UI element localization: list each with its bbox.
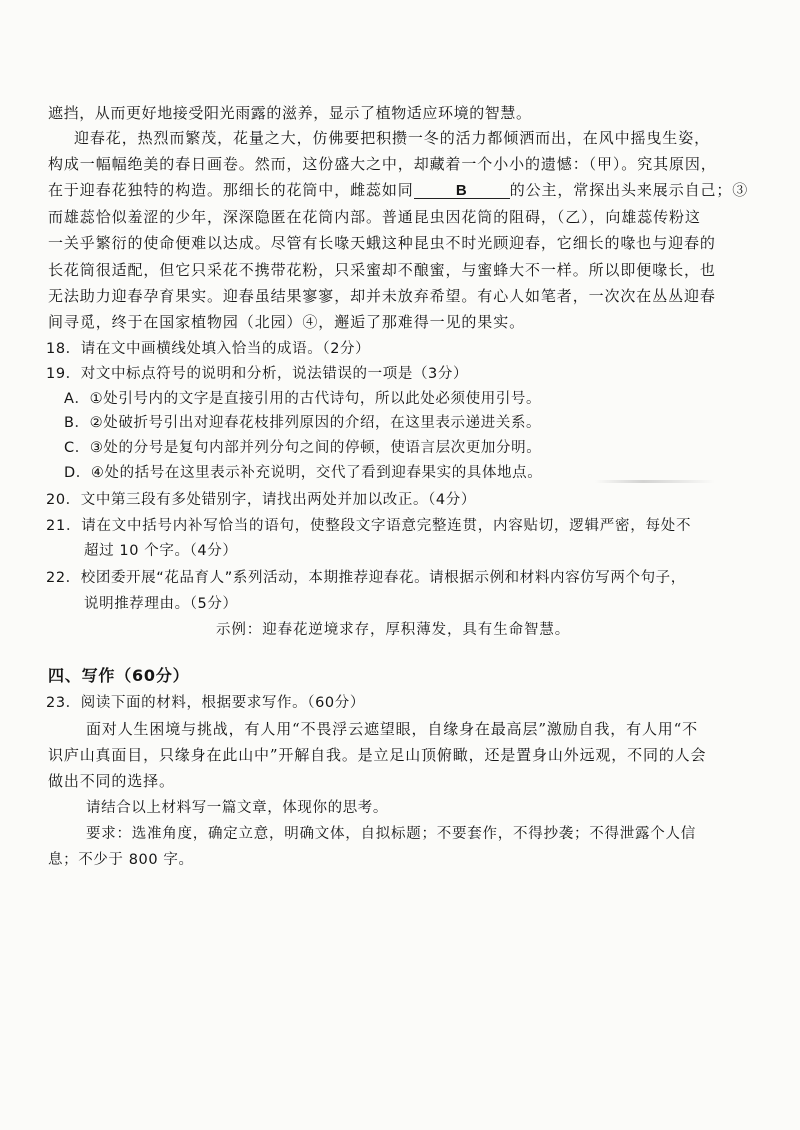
option-c: C．③处的分号是复句内部并列分句之间的停顿，使语言层次更加分明。 — [64, 440, 542, 456]
passage-text: 的公主，常探出头来展示自己；③ — [509, 181, 749, 199]
question-21: 21．请在文中括号内补写恰当的语句，使整段文字语意完整连贯，内容贴切，逻辑严密，每处不 — [46, 518, 692, 534]
writing-requirements-cont: 息；不少于 800 字。 — [48, 852, 194, 868]
question-22: 22．校团委开展“花品育人”系列活动，本期推荐迎春花。请根据示例和材料内容仿写两个句子， — [46, 570, 686, 586]
passage-line: 而雄蕊恰似羞涩的少年，深深隐匿在花筒内部。普通昆虫因花筒的阻碍，（乙），向雄蕊传粉这 — [48, 208, 701, 226]
section-heading: 四、写作（60分） — [48, 666, 190, 685]
material-line: 做出不同的选择。 — [48, 772, 175, 790]
question-23: 23．阅读下面的材料，根据要求写作。（60分） — [46, 695, 365, 711]
scan-smudge — [595, 480, 715, 483]
passage-line-with-blank — [48, 180, 748, 200]
question-19: 19．对文中标点符号的说明和分析，说法错误的一项是（3分） — [46, 366, 469, 382]
question-20: 20．文中第三段有多处错别字，请找出两处并加以改正。（4分） — [46, 492, 476, 508]
option-d: D．④处的括号在这里表示补充说明，交代了看到迎春果实的具体地点。 — [64, 465, 543, 481]
passage-text: 在于迎春花独特的构造。那细长的花筒中，雌蕊如同 — [48, 181, 414, 199]
material-line: 识庐山真面目，只缘身在此山中”开解自我。是立足山顶俯瞰，还是置身山外远观，不同的人会 — [48, 746, 707, 764]
passage-line: 无法助力迎春孕育果实。迎春虽结果寥寥，却并未放弃希望。有心人如笔者，一次次在丛丛迎春 — [48, 287, 716, 305]
passage-line: 遮挡，从而更好地接受阳光雨露的滋养，显示了植物适应环境的智慧。 — [48, 104, 532, 122]
passage-line: 间寻觅，终于在国家植物园（北园）④，邂逅了那难得一见的果实。 — [48, 313, 526, 331]
passage-line: 一关乎繁衍的使命便难以达成。尽管有长喙天蛾这种昆虫不时光顾迎春，它细长的喙也与迎春的 — [48, 234, 716, 252]
passage-line: 长花筒很适配，但它只采花不携带花粉，只采蜜却不酿蜜，与蜜蜂大不一样。所以即便喙长，也 — [48, 261, 716, 279]
option-b: B．②处破折号引出对迎春花枝排列原因的介绍，在这里表示递进关系。 — [64, 415, 542, 431]
example-sentence: 示例：迎春花逆境求存，厚积薄发，具有生命智慧。 — [216, 622, 571, 638]
writing-requirements: 要求：选准角度，确定立意，明确文体，自拟标题；不要套作，不得抄袭；不得泄露个人信 — [86, 826, 696, 842]
passage-line: 迎春花，热烈而繁茂，花量之大，仿佛要把积攒一冬的活力都倾洒而出，在风中摇曳生姿， — [74, 129, 711, 147]
question-22-cont: 说明推荐理由。（5分） — [84, 596, 238, 612]
answer-blank: B — [414, 183, 510, 199]
option-a: A．①处引号内的文字是直接引用的古代诗句，所以此处必须使用引号。 — [64, 391, 542, 407]
question-21-cont: 超过 10 个字。（4分） — [84, 543, 238, 559]
material-line: 面对人生困境与挑战，有人用“不畏浮云遮望眼，自缘身在最高层”激励自我，有人用“不 — [86, 720, 699, 738]
passage-line: 构成一幅幅绝美的春日画卷。然而，这份盛大之中，却藏着一个小小的遗憾：（甲）。究其原因， — [48, 155, 717, 173]
question-18: 18．请在文中画横线处填入恰当的成语。（2分） — [46, 341, 371, 357]
writing-instruction: 请结合以上材料写一篇文章，体现你的思考。 — [86, 800, 388, 816]
